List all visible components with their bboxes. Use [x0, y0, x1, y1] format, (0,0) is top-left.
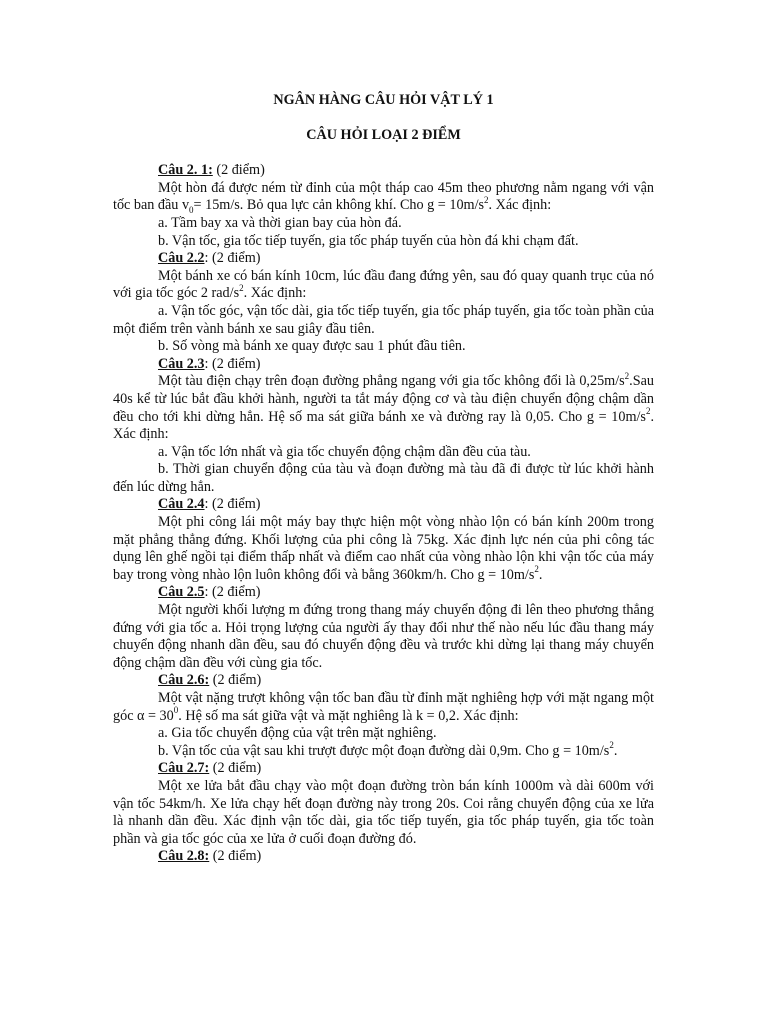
question-part-a: a. Vận tốc góc, vận tốc dài, gia tốc tiếp tuyến, gia tốc pháp tuyến, gia tốc toàn phần của một điểm trên vành bánh xe sau giây đầu tiên. [113, 302, 654, 337]
question-label-colon: : [204, 672, 210, 689]
question-points: : (2 điểm) [204, 584, 261, 601]
question-text: Một tàu điện chạy trên đoạn đường phẳng ngang với gia tốc không đổi là $0,25m/s^2.Sau$ 40s kể từ lúc bắt đầu khởi hành, người ta tắt máy động cơ và tàu điện chuyển động chậm dần đều cho tới khi dừng hẳn. Hệ số ma sát giữa bánh xe và đường ray là 0,05. Cho $g = 10m/s^2$. Xác định: [113, 370, 654, 443]
question-header [113, 496, 654, 514]
document-page [113, 92, 654, 866]
question-header [113, 848, 654, 866]
question-2-1 [113, 162, 654, 250]
question-label: Câu 2.3 [158, 355, 205, 372]
question-points: : (2 điểm) [204, 355, 261, 372]
question-text: Một người khối lượng m đứng trong thang máy chuyển động đi lên theo phương thẳng đứng với gia tốc a. Hỏi trọng lượng của người ấy thay đổi như thế nào nếu lúc đầu thang máy chuyển động nhanh dần đều, sau đó chuyển động đều và trước khi dừng lại thang máy chuyển động chậm dần đều với cùng gia tốc. [113, 602, 654, 671]
question-header [113, 162, 654, 180]
question-points: (2 điểm) [209, 848, 262, 865]
question-2-8 [113, 848, 654, 866]
question-text: Một xe lửa bắt đầu chạy vào một đoạn đường tròn bán kính 1000m và dài 600m với vận tốc 54km/h. Xe lửa chạy hết đoạn đường này trong 20s. Coi rằng chuyển động của xe lửa là nhanh dần đều. Xác định vận tốc dài, gia tốc tiếp tuyến, gia tốc pháp tuyến, gia tốc toàn phần và gia tốc góc của xe lửa ở cuối đoạn đường đó. [113, 777, 654, 847]
question-header [113, 760, 654, 778]
question-points: (2 điểm) [212, 162, 265, 179]
question-2-3 [113, 356, 654, 497]
question-label: Câu 2.2 [158, 250, 205, 267]
question-part-b: b. Thời gian chuyển động của tàu và đoạn đường mà tàu đã đi được từ lúc khởi hành đến lúc dừng hẳn. [113, 461, 654, 495]
question-text: Một hòn đá được ném từ đỉnh của một tháp cao 45m theo phương nằm ngang với vận tốc ban đầu $v_0= 15m/s$. Bỏ qua lực cản không khí. Cho $g = 10m/s^2$. Xác định: [113, 179, 654, 216]
question-label: Câu 2.6 [158, 672, 205, 689]
question-2-6 [113, 672, 654, 760]
question-points: (2 điểm) [209, 760, 262, 777]
question-label: Câu 2.4 [158, 496, 205, 513]
question-points: : (2 điểm) [204, 496, 261, 513]
question-header [113, 250, 654, 268]
document-title: NGÂN HÀNG CÂU HỎI VẬT LÝ 1 [273, 92, 494, 108]
question-header [113, 356, 654, 374]
section-title: CÂU HỎI LOẠI 2 ĐIỂM [306, 126, 461, 143]
question-2-2 [113, 250, 654, 356]
question-2-4 [113, 496, 654, 584]
question-label: Câu 2.7 [158, 760, 205, 777]
question-label-colon: : [204, 760, 210, 777]
question-part-b: b. Số vòng mà bánh xe quay được sau 1 phút đầu tiên. [158, 338, 466, 355]
question-label: Câu 2.8: [158, 848, 210, 865]
question-part-a: a. Tầm bay xa và thời gian bay của hòn đá. [158, 214, 402, 231]
question-2-7 [113, 760, 654, 848]
question-part-a: a. Vận tốc lớn nhất và gia tốc chuyển động chậm dần đều của tàu. [158, 443, 531, 460]
question-points: : (2 điểm) [204, 250, 261, 267]
question-part-a: a. Gia tốc chuyển động của vật trên mặt nghiêng. [158, 725, 437, 742]
question-part-b: b. Vận tốc của vật sau khi trượt được một đoạn đường dài 0,9m. Cho $g = 10m/s^2$. [158, 740, 618, 759]
question-text: Một bánh xe có bán kính 10cm, lúc đầu đang đứng yên, sau đó quay quanh trục của nó với gia tốc góc 2 rad/$s^2$. Xác định: [113, 267, 654, 302]
question-text: Một phi công lái một máy bay thực hiện một vòng nhào lộn có bán kính 200m trong mặt phẳng thẳng đứng. Khối lượng của phi công là 75kg. Xác định lực nén của phi công tác dụng lên ghế ngồi tại điểm thấp nhất và điểm cao nhất của vòng nhào lộn khi vận tốc của máy bay trong vòng nhào lộn luôn không đổi và bằng 360km/h. Cho $g = 10m/s^2$. [113, 514, 654, 583]
question-text: Một vật nặng trượt không vận tốc ban đầu từ đỉnh mặt nghiêng hợp với mặt ngang một góc $\alpha = 30^0$. Hệ số ma sát giữa vật và mặt nghiêng là k = 0,2. Xác định: [113, 690, 654, 724]
question-points: (2 điểm) [209, 672, 262, 689]
question-header [113, 584, 654, 602]
question-header [113, 672, 654, 690]
question-label: Câu 2. 1 [158, 162, 209, 179]
question-part-b: b. Vận tốc, gia tốc tiếp tuyến, gia tốc pháp tuyến của hòn đá khi chạm đất. [158, 232, 579, 249]
question-2-5 [113, 584, 654, 672]
question-label-colon: : [208, 162, 213, 179]
question-label: Câu 2.5 [158, 584, 205, 601]
